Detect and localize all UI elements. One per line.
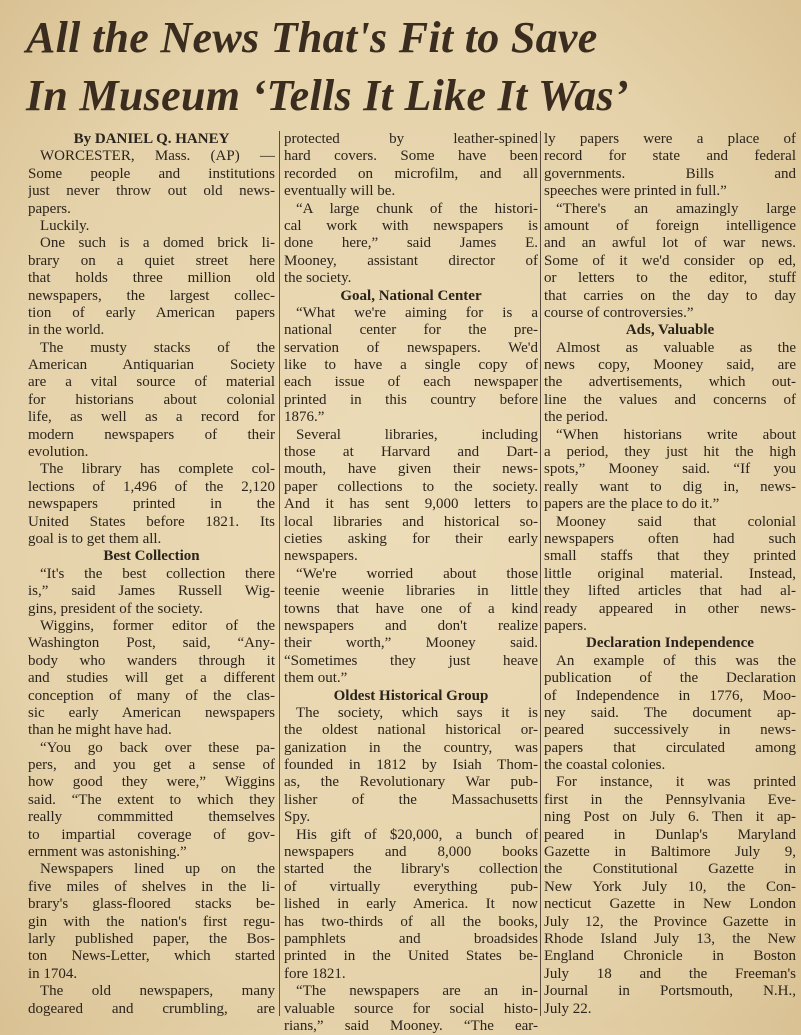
text-line: necticut Gazette in New London: [544, 896, 796, 913]
text-line: goal is to get them all.: [28, 530, 162, 547]
text-line: Luckily.: [40, 217, 90, 234]
text-line: just never throw out old news-: [28, 183, 275, 200]
headline-line-2: In Museum ‘Tells It Like It Was’: [26, 71, 629, 120]
text-line: the Constitutional Gazette in: [544, 861, 796, 878]
text-line: newspapers.: [284, 548, 358, 565]
text-line: 1876.”: [284, 409, 325, 426]
text-line: first in the Pennsylvania Eve-: [544, 791, 796, 808]
text-line: life, as well as a record for: [28, 409, 275, 426]
text-line: a period, they just hit the high: [544, 444, 796, 461]
text-line: publication of the Declaration: [544, 670, 796, 687]
text-line: or letters to the editor, stuff: [544, 270, 796, 287]
text-line: “It's the best collection there: [40, 565, 275, 582]
text-line: American Antiquarian Society: [28, 357, 275, 374]
text-line: really want to dig in, news-: [544, 478, 796, 495]
text-line: lished in early America. It now: [284, 896, 538, 913]
text-line: ly papers were a place of: [544, 131, 796, 147]
text-line: like to have a single copy of: [284, 357, 538, 374]
text-line: to impartial coverage of gov-: [28, 826, 275, 843]
text-line: printed in this country before: [284, 391, 538, 408]
text-line: Some of it we'd consider op ed,: [544, 252, 796, 269]
text-line: teenie weenie libraries in little: [284, 583, 538, 600]
text-line: local libraries and historical so-: [284, 513, 538, 530]
text-line: in 1704.: [28, 965, 78, 982]
text-line: for historians about colonial: [28, 391, 275, 408]
text-line: and an awful lot of war news.: [544, 235, 796, 252]
article-column-1: [28, 131, 275, 1018]
text-line: Mooney said that colonial: [556, 513, 796, 530]
text-line: sic early American newspapers: [28, 704, 275, 721]
text-line: record for state and federal: [544, 148, 796, 165]
text-line: ning Post on July 6. Then it ap-: [544, 809, 796, 826]
text-line: amount of foreign intelligence: [544, 217, 796, 234]
text-line: Journal in Portsmouth, N.H.,: [544, 983, 796, 1000]
column-rule: [279, 131, 280, 1016]
text-line: The musty stacks of the: [40, 339, 275, 356]
text-line: Washington Post, said, “Any-: [28, 635, 275, 652]
text-line: how good they were,” Wiggins: [28, 774, 275, 791]
text-line: Newspapers lined up on the: [40, 861, 275, 878]
text-line: protected by leather-spined: [284, 131, 538, 147]
text-line: small staffs that they printed: [544, 548, 796, 565]
text-line: New York July 10, the Con-: [544, 878, 796, 895]
byline: By DANIEL Q. HANEY: [73, 131, 230, 147]
headline-line-1: All the News That's Fit to Save: [26, 13, 598, 62]
text-line: WORCESTER, Mass. (AP) —: [40, 148, 275, 165]
text-line: newspapers often had such: [544, 530, 796, 547]
text-line: has two-thirds of all the books,: [284, 913, 538, 930]
subheading: Ads, Valuable: [625, 322, 715, 339]
text-line: fore 1821.: [284, 965, 346, 982]
article-column-3: [544, 131, 796, 1018]
text-line: that carries on the day to day: [544, 287, 796, 304]
text-line: spots,” Mooney said. “If you: [544, 461, 796, 478]
text-line: paper collections to the society.: [284, 478, 538, 495]
text-line: started the library's collection: [284, 861, 538, 878]
text-line: they lifted articles that had al-: [544, 583, 796, 600]
text-line: pers, and you get a sense of: [28, 757, 275, 774]
text-line: the oldest national historical or-: [284, 722, 538, 739]
text-line: their worth,” Mooney said.: [284, 635, 538, 652]
text-line: “When historians write about: [556, 426, 796, 443]
text-line: Wiggins, former editor of the: [40, 617, 275, 634]
text-line: Mooney, assistant director of: [284, 252, 538, 269]
text-line: the advertisements, which out-: [544, 374, 796, 391]
text-line: Some people and institutions: [28, 165, 275, 182]
text-line: brary on a quiet street here: [28, 252, 275, 269]
text-line: conception of many of the clas-: [28, 687, 275, 704]
text-line: is,” said James Russell Wig-: [28, 583, 275, 600]
text-line: body who wanders through it: [28, 652, 275, 669]
text-line: of virtually everything pub-: [284, 878, 538, 895]
text-line: ganization in the country, was: [284, 739, 538, 756]
text-line: line the values and concerns of: [544, 391, 796, 408]
text-line: larly published paper, the Bos-: [28, 930, 275, 947]
text-line: as, the Revolutionary War pub-: [284, 774, 538, 791]
text-line: each issue of each newspaper: [284, 374, 538, 391]
text-line: papers are the place to do it.”: [544, 496, 720, 513]
text-line: the society.: [284, 270, 352, 287]
text-line: governments. Bills and: [544, 165, 796, 182]
text-line: cieties asking for their early: [284, 530, 538, 547]
text-line: them out.”: [284, 670, 348, 687]
text-line: “What we're aiming for is a: [296, 304, 538, 321]
text-line: “We're worried about those: [296, 565, 538, 582]
text-line: evolution.: [28, 444, 89, 461]
text-line: brary's glass-floored stacks be-: [28, 896, 275, 913]
text-line: valuable source for social histo-: [284, 1000, 538, 1017]
text-line: servation of newspapers. We'd: [284, 339, 538, 356]
text-line: ready appeared in other news-: [544, 600, 796, 617]
text-line: eventually will be.: [284, 183, 396, 200]
text-line: England Chronicle in Boston: [544, 948, 796, 965]
text-line: hard covers. Some have been: [284, 148, 538, 165]
column-rule: [540, 131, 541, 1016]
text-line: For instance, it was printed: [556, 774, 796, 791]
text-line: ton News-Letter, which started: [28, 948, 275, 965]
text-line: United States before 1821. Its: [28, 513, 275, 530]
text-line: gin with the nation's first regu-: [28, 913, 275, 930]
text-line: news copy, Mooney said, are: [544, 357, 796, 374]
text-line: peared in Dunlap's Maryland: [544, 826, 796, 843]
text-line: pamphlets and broadsides: [284, 930, 538, 947]
subheading: Declaration Independence: [586, 635, 754, 652]
text-line: tion of early American papers: [28, 304, 275, 321]
text-line: July 22.: [544, 1000, 592, 1017]
text-line: ney said. The document ap-: [544, 704, 796, 721]
text-line: printed in the United States be-: [284, 948, 538, 965]
text-line: modern newspapers of their: [28, 426, 275, 443]
text-line: Rhode Island July 13, the New: [544, 930, 796, 947]
text-line: peared successively in news-: [544, 722, 796, 739]
text-line: The old newspapers, many: [40, 983, 275, 1000]
text-line: the coastal colonies.: [544, 757, 666, 774]
text-line: rians,” said Mooney. “The ear-: [284, 1017, 538, 1034]
text-line: “Sometimes they just heave: [284, 652, 538, 669]
text-line: July 18 and the Freeman's: [544, 965, 796, 982]
text-line: really commmitted themselves: [28, 809, 275, 826]
text-line: and studies will get a different: [28, 670, 275, 687]
text-line: in the world.: [28, 322, 105, 339]
text-line: mouth, have given their news-: [284, 461, 538, 478]
text-line: lections of 1,496 of the 2,120: [28, 478, 275, 495]
text-line: five miles of shelves in the li-: [28, 878, 275, 895]
text-line: “A large chunk of the histori-: [296, 200, 538, 217]
text-line: dogeared and crumbling, are: [28, 1000, 275, 1017]
text-line: papers.: [544, 617, 587, 634]
text-line: newspapers, the largest collec-: [28, 287, 275, 304]
text-line: speeches were printed in full.”: [544, 183, 727, 200]
text-line: done here,” said James E.: [284, 235, 538, 252]
article-column-2: [284, 131, 538, 1035]
text-line: newspapers and 8,000 books: [284, 844, 538, 861]
text-line: towns that have one of a kind: [284, 600, 538, 617]
text-line: Spy.: [284, 809, 311, 826]
text-line: Gazette in Baltimore July 9,: [544, 844, 796, 861]
subheading: Oldest Historical Group: [333, 687, 489, 704]
text-line: those at Harvard and Dart-: [284, 444, 538, 461]
text-line: papers that circulated among: [544, 739, 796, 756]
text-line: “There's an amazingly large: [556, 200, 796, 217]
text-line: of Independence in 1776, Moo-: [544, 687, 796, 704]
text-line: little original material. Instead,: [544, 565, 796, 582]
text-line: lisher of the Massachusetts: [284, 791, 538, 808]
text-line: ernment was astonishing.”: [28, 844, 187, 861]
text-line: papers.: [28, 200, 71, 217]
text-line: The library has complete col-: [40, 461, 275, 478]
text-line: than he might have had.: [28, 722, 172, 739]
text-line: One such is a domed brick li-: [40, 235, 275, 252]
text-line: newspapers and don't realize: [284, 617, 538, 634]
text-line: July 12, the Province Gazette in: [544, 913, 796, 930]
text-line: Several libraries, including: [296, 426, 538, 443]
text-line: founded in 1812 by Isiah Thom-: [284, 757, 538, 774]
text-line: national center for the pre-: [284, 322, 538, 339]
text-line: And it has sent 9,000 letters to: [284, 496, 538, 513]
text-line: “You go back over these pa-: [40, 739, 275, 756]
text-line: “The newspapers are an in-: [296, 983, 538, 1000]
text-line: newspapers printed in the: [28, 496, 275, 513]
text-line: said. “The extent to which they: [28, 791, 275, 808]
text-line: recorded on microfilm, and all: [284, 165, 538, 182]
subheading: Best Collection: [103, 548, 200, 565]
text-line: course of controversies.”: [544, 304, 694, 321]
text-line: are a vital source of material: [28, 374, 275, 391]
text-line: cal work with newspapers is: [284, 217, 538, 234]
text-line: gins, president of the society.: [28, 600, 203, 617]
text-line: Almost as valuable as the: [556, 339, 796, 356]
subheading: Goal, National Center: [340, 287, 482, 304]
text-line: An example of this was the: [556, 652, 796, 669]
text-line: The society, which says it is: [296, 704, 538, 721]
text-line: that holds three million old: [28, 270, 275, 287]
text-line: His gift of $20,000, a bunch of: [296, 826, 538, 843]
text-line: the period.: [544, 409, 609, 426]
